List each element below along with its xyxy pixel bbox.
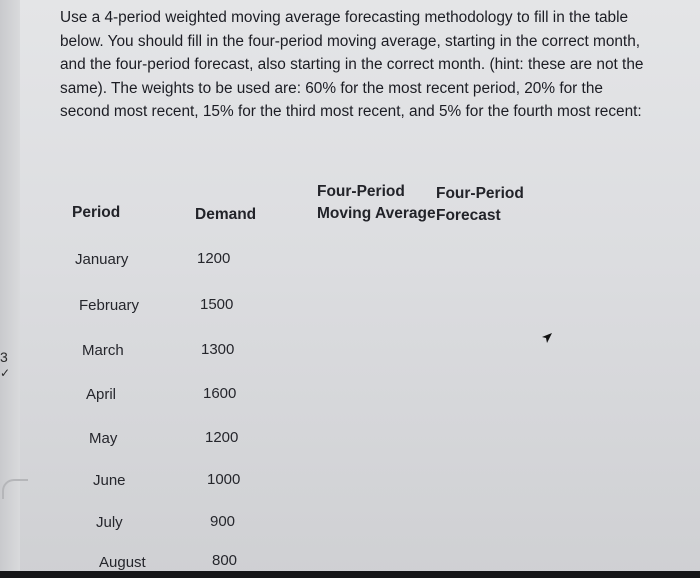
row-period-august: August bbox=[99, 554, 146, 571]
header-forecast-line1: Four-Period bbox=[436, 185, 524, 202]
row-period-june: June bbox=[93, 472, 126, 489]
header-moving-average-line2: Moving Average bbox=[317, 205, 436, 222]
header-moving-average bbox=[317, 181, 436, 225]
row-demand-march: 1300 bbox=[201, 341, 235, 358]
row-demand-august: 800 bbox=[212, 552, 238, 569]
row-period-march: March bbox=[82, 342, 124, 359]
margin-check-mark: ✓ bbox=[0, 366, 11, 380]
instructions-text: Use a 4-period weighted moving average forecasting methodology to fill in the table below. You should fill in the four-period moving average, starting in the correct month, and the four-period forecast, also starting in the correct month. (hint: these are not the same). The weights to be used are: 60% for the most recent period, 20% for the second most recent, 15% for the third most recent, and 5% for the fourth most recent: bbox=[60, 9, 644, 120]
row-period-january: January bbox=[75, 251, 129, 268]
row-demand-may: 1200 bbox=[205, 429, 239, 446]
header-moving-average-line1: Four-Period bbox=[317, 183, 405, 200]
header-forecast-line2: Forecast bbox=[436, 207, 501, 224]
header-forecast bbox=[436, 183, 524, 227]
header-period: Period bbox=[72, 204, 121, 221]
row-period-april: April bbox=[86, 386, 117, 403]
header-demand: Demand bbox=[195, 206, 257, 223]
bottom-edge-bar bbox=[0, 571, 700, 578]
row-demand-january: 1200 bbox=[197, 250, 231, 267]
margin-number-mark: 3 bbox=[0, 349, 8, 365]
row-demand-july: 900 bbox=[210, 513, 236, 530]
margin-bracket-mark bbox=[2, 479, 28, 499]
row-period-july: July bbox=[96, 514, 123, 531]
mouse-pointer-icon bbox=[541, 331, 553, 349]
row-period-february: February bbox=[79, 297, 140, 314]
row-demand-april: 1600 bbox=[203, 385, 237, 402]
row-period-may: May bbox=[89, 430, 118, 447]
row-demand-june: 1000 bbox=[207, 471, 241, 488]
row-demand-february: 1500 bbox=[200, 296, 234, 313]
